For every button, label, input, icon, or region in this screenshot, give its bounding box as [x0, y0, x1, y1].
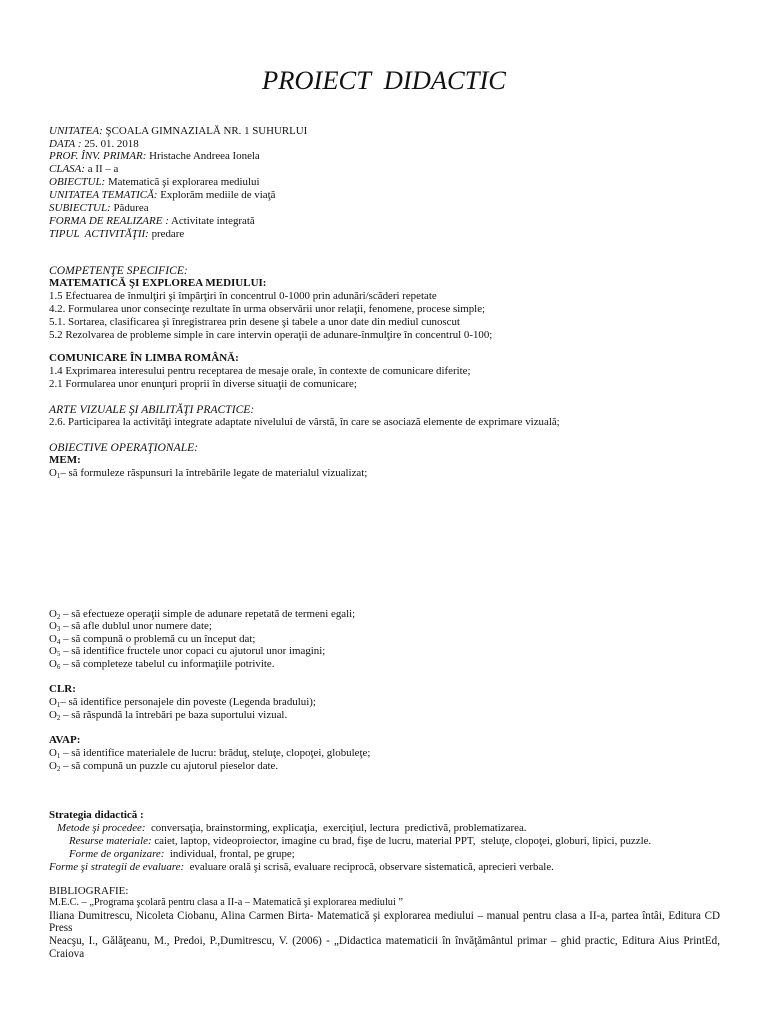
- objectives-mem-start: [49, 441, 367, 480]
- objective-text: – să compună o problemă cu un început dat;: [60, 632, 256, 645]
- bibliography-item: Neacşu, I., Gălăţeanu, M., Predoi, P.,Dumitrescu, V. (2006) - „Didactica matematicii în învăţământul primar – ghid practic, Editura Aius PrintEd, Craiova: [49, 935, 720, 960]
- header-row-profesor: [49, 150, 307, 163]
- strategy-value: conversaţia, brainstorming, explicaţia, exerciţiul, lectura predictivă, problematizarea.: [148, 821, 527, 834]
- header-value: Pădurea: [113, 202, 149, 215]
- objective-number: 6: [56, 662, 61, 671]
- header-row-forma-de-realizare: [49, 215, 307, 228]
- objective-text: – să identifice fructele unor copaci cu ajutorul unor imagini;: [60, 645, 326, 658]
- objective-code: O: [49, 759, 57, 772]
- header-label: SUBIECTUL:: [49, 202, 111, 215]
- header-row-subiectul: [49, 202, 307, 215]
- strategy-value: evaluare orală şi scrisă, evaluare reciprocă, observare sistematică, aprecieri verbale.: [186, 860, 554, 873]
- header-label: TIPUL ACTIVITĂŢII:: [49, 227, 149, 240]
- objective-item: [49, 467, 367, 480]
- objective-number: 2: [56, 764, 61, 773]
- section-heading: COMPETENŢE SPECIFICE:: [49, 263, 188, 277]
- objective-number: 2: [56, 713, 61, 722]
- objective-number: 1: [56, 751, 61, 760]
- objective-text: – să identifice personajele din poveste (Legenda bradului);: [60, 695, 316, 708]
- header-value: Activitate integrată: [170, 214, 255, 227]
- teaching-strategy: [49, 809, 651, 874]
- header-row-unitatea: [49, 125, 307, 138]
- objective-text: – să efectueze operaţii simple de adunare repetată de termeni egali;: [60, 607, 356, 620]
- objective-number: 3: [56, 625, 61, 634]
- header-value: 25. 01. 2018: [84, 137, 139, 150]
- objectives-avap: [49, 734, 370, 773]
- competence-item: 1.5 Efectuarea de înmulţiri şi împărţiri în concentrul 0-1000 prin adunări/scăderi repetate: [49, 289, 437, 302]
- competence-item: 4.2. Formularea unor consecinţe rezultate în urma observării unor relaţii, fenomene, procese simple;: [49, 302, 486, 315]
- competences-clr: [49, 352, 471, 391]
- objective-text: – să completeze tabelul cu informaţiile potrivite.: [60, 657, 275, 670]
- header-label: PROF. ÎNV. PRIMAR:: [49, 150, 147, 163]
- strategy-label: Resurse materiale:: [69, 834, 152, 847]
- header-row-tipul-activitatii: [49, 228, 307, 241]
- objectives-mem-rest: [49, 608, 355, 671]
- objective-text: – să răspundă la întrebări pe baza suportului vizual.: [60, 708, 288, 721]
- competence-item: 5.2 Rezolvarea de probleme simple în care intervin operaţii de adunare-înmulţire în concentrul 0-100;: [49, 328, 493, 341]
- header-row-clasa: [49, 163, 307, 176]
- objective-text: – să afle dublul unor numere date;: [60, 620, 212, 633]
- objective-item: [49, 696, 316, 709]
- objective-text: – să compună un puzzle cu ajutorul pieselor date.: [60, 759, 279, 772]
- competence-item: 2.6. Participarea la activităţi integrate adaptate nivelului de vârstă, în care se asociază elemente de exprimare vizuală;: [49, 415, 560, 428]
- objective-item: [49, 645, 355, 658]
- objective-item: [49, 633, 355, 646]
- objective-number: 1: [56, 471, 61, 480]
- bibliography-heading: BIBLIOGRAFIE:: [49, 884, 129, 897]
- objective-text: – să identifice materialele de lucru: brăduţ, steluţe, clopoţei, globuleţe;: [60, 746, 371, 759]
- header-label: UNITATEA:: [49, 124, 103, 137]
- objective-code: O: [49, 607, 57, 620]
- strategy-row-resources: [49, 835, 651, 848]
- subject-heading: AVAP:: [49, 733, 81, 746]
- section-heading: OBIECTIVE OPERAŢIONALE:: [49, 440, 199, 454]
- objective-code: O: [49, 695, 57, 708]
- competences-mem: [49, 264, 492, 342]
- strategy-value: individual, frontal, pe grupe;: [167, 847, 295, 860]
- header-info: [49, 125, 307, 241]
- objective-item: [49, 658, 355, 671]
- page-title: PROIECT DIDACTIC: [262, 65, 506, 95]
- bibliography-item: Iliana Dumitrescu, Nicoleta Ciobanu, Alina Carmen Birta- Matematică şi explorarea mediului – manual pentru clasa a II-a, partea întâi, Editura CD Press: [49, 909, 720, 935]
- objective-code: O: [49, 645, 57, 658]
- header-row-data: [49, 138, 307, 151]
- subject-heading: COMUNICARE ÎN LIMBA ROMÂNĂ:: [49, 351, 239, 364]
- strategy-row-evaluation: [49, 861, 651, 874]
- objective-code: O: [49, 708, 57, 721]
- bibliography: [49, 885, 720, 961]
- competences-avap: [49, 403, 560, 429]
- header-value: a II – a: [87, 163, 119, 176]
- subject-heading: MATEMATICĂ ŞI EXPLOREA MEDIULUI:: [49, 276, 267, 289]
- objective-code: O: [49, 620, 57, 633]
- objective-item: [49, 709, 316, 722]
- strategy-label: Forme de organizare:: [69, 847, 165, 860]
- header-value: Explorăm mediile de viaţă: [160, 189, 276, 202]
- header-label: DATA :: [49, 137, 82, 150]
- header-value: Matematică şi explorarea mediului: [107, 176, 260, 189]
- competence-item: 5.1. Sortarea, clasificarea şi înregistrarea prin desene şi tabele a unor date din mediul cunoscut: [49, 315, 460, 328]
- objective-number: 2: [56, 612, 61, 621]
- objective-code: O: [49, 632, 57, 645]
- header-row-obiectul: [49, 176, 307, 189]
- header-label: OBIECTUL:: [49, 176, 106, 189]
- strategy-label: Forme şi strategii de evaluare:: [49, 860, 185, 873]
- header-label: CLASA:: [49, 163, 86, 176]
- subject-heading: MEM:: [49, 453, 81, 466]
- objective-item: [49, 608, 355, 621]
- strategy-row-methods: [49, 822, 651, 835]
- header-value: Hristache Andreea Ionela: [149, 150, 260, 163]
- objective-item: [49, 760, 370, 773]
- objective-code: O: [49, 746, 57, 759]
- header-value: ŞCOALA GIMNAZIALĂ NR. 1 SUHURLUI: [105, 124, 308, 137]
- strategy-heading: Strategia didactică :: [49, 808, 144, 821]
- subject-heading: CLR:: [49, 682, 76, 695]
- strategy-value: caiet, laptop, videoproiector, imagine cu brad, fişe de lucru, material PPT, steluţe, clopoţei, globuri, lipici, puzzle.: [154, 834, 652, 847]
- bibliography-item: M.E.C. – „Programa şcolară pentru clasa a II-a – Matematică şi explorarea mediului ”: [49, 897, 403, 909]
- header-value: predare: [151, 227, 185, 240]
- objectives-clr: [49, 683, 316, 722]
- objective-text: – să formuleze răspunsuri la întrebările legate de materialul vizualizat;: [60, 466, 368, 479]
- header-label: UNITATEA TEMATICĂ:: [49, 189, 158, 202]
- competence-item: 2.1 Formularea unor enunţuri proprii în diverse situaţii de comunicare;: [49, 377, 357, 390]
- objective-number: 5: [56, 650, 61, 659]
- objective-number: 1: [56, 700, 61, 709]
- objective-item: [49, 620, 355, 633]
- strategy-row-organization: [49, 848, 651, 861]
- header-label: FORMA DE REALIZARE :: [49, 214, 169, 227]
- objective-code: O: [49, 466, 57, 479]
- header-row-unitatea-tematica: [49, 189, 307, 202]
- objective-code: O: [49, 657, 57, 670]
- subject-heading: ARTE VIZUALE ŞI ABILITĂŢI PRACTICE:: [49, 402, 255, 416]
- objective-number: 4: [56, 637, 61, 646]
- objective-item: [49, 747, 370, 760]
- competence-item: 1.4 Exprimarea interesului pentru receptarea de mesaje orale, în contexte de comunicare diferite;: [49, 364, 471, 377]
- strategy-label: Metode şi procedee:: [57, 821, 146, 834]
